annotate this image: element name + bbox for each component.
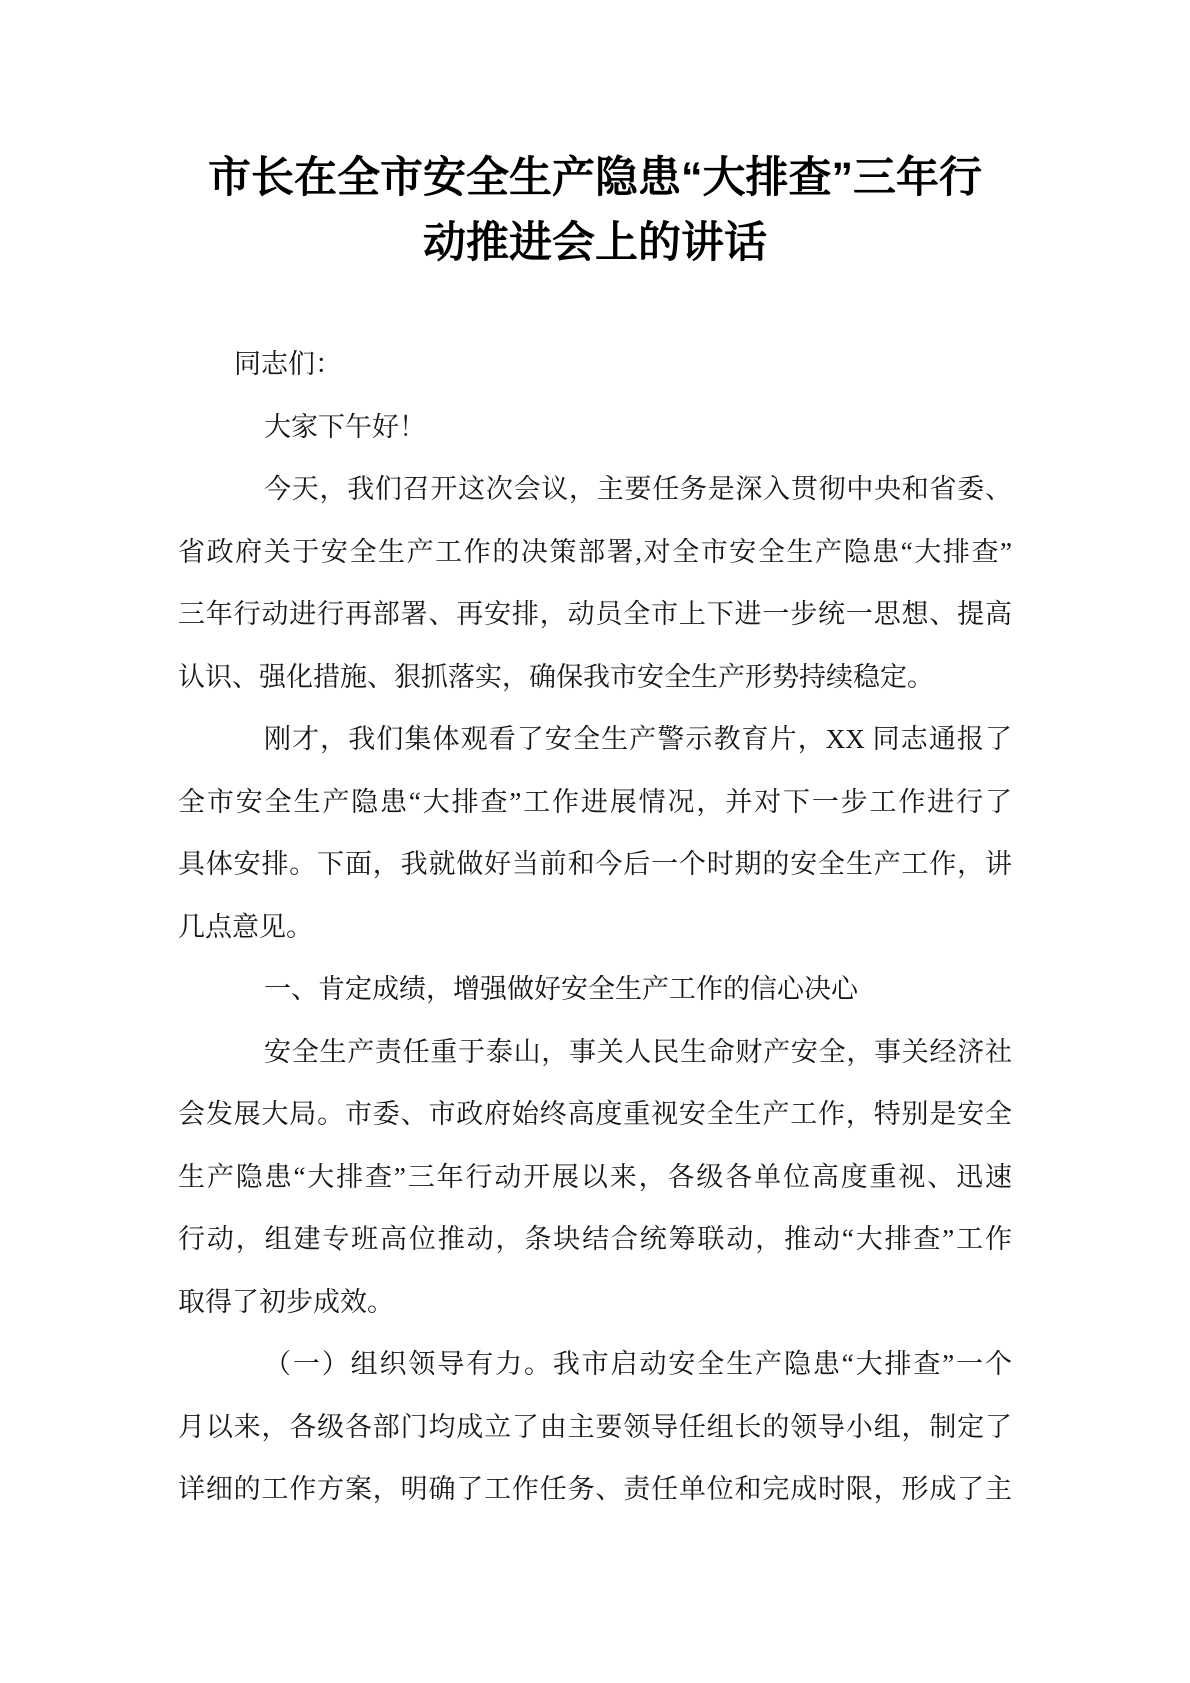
text-line: 全市安全生产隐患“大排查”工作进展情况，并对下一步工作进行了 bbox=[178, 786, 1012, 817]
page-title bbox=[178, 0, 1012, 276]
paragraph bbox=[178, 458, 1012, 708]
text-line: 几点意见。 bbox=[178, 911, 313, 942]
text-line: 取得了初步成效。 bbox=[178, 1286, 394, 1317]
section-heading bbox=[178, 958, 1012, 1021]
text-line: 同志们： bbox=[234, 349, 342, 379]
text-line: 认识、强化措施、狠抓落实，确保我市安全生产形势持续稳定。 bbox=[178, 661, 934, 692]
paragraph bbox=[178, 708, 1012, 958]
title-line-2: 动推进会上的讲话 bbox=[423, 219, 767, 267]
document-body bbox=[178, 333, 1012, 1521]
text-line: （一）组织领导有力。我市启动安全生产隐患“大排查”一个 bbox=[264, 1349, 1012, 1379]
paragraph bbox=[178, 396, 1012, 459]
text-line: 具体安排。下面，我就做好当前和今后一个时期的安全生产工作，讲 bbox=[178, 849, 1012, 879]
text-line: 详细的工作方案，明确了工作任务、责任单位和完成时限，形成了主 bbox=[178, 1474, 1012, 1504]
paragraph bbox=[178, 1333, 1012, 1521]
text-line: 三年行动进行再部署、再安排，动员全市上下进一步统一思想、提高 bbox=[178, 599, 1012, 629]
text-line: 省政府关于安全生产工作的决策部署,对全市安全生产隐患“大排查” bbox=[178, 536, 1012, 567]
paragraph bbox=[178, 1021, 1012, 1334]
text-line: 生产隐患“大排查”三年行动开展以来，各级各单位高度重视、迅速 bbox=[178, 1161, 1012, 1192]
text-line: 安全生产责任重于泰山，事关人民生命财产安全，事关经济社 bbox=[264, 1036, 1012, 1067]
text-line: 行动，组建专班高位推动，条块结合统筹联动，推动“大排查”工作 bbox=[178, 1224, 1012, 1254]
title-line-1: 市长在全市安全生产隐患“大排查”三年行 bbox=[208, 154, 982, 202]
text-line: 会发展大局。市委、市政府始终高度重视安全生产工作，特别是安全 bbox=[178, 1099, 1012, 1129]
text-line: 月以来，各级各部门均成立了由主要领导任组长的领导小组，制定了 bbox=[178, 1411, 1012, 1442]
text-line: 刚才，我们集体观看了安全生产警示教育片，XX 同志通报了 bbox=[264, 724, 1012, 754]
text-line: 一、肯定成绩，增强做好安全生产工作的信心决心 bbox=[264, 974, 858, 1004]
text-line: 大家下午好！ bbox=[264, 411, 426, 442]
paragraph bbox=[178, 333, 1012, 396]
text-line: 今天，我们召开这次会议，主要任务是深入贯彻中央和省委、 bbox=[264, 474, 1012, 504]
